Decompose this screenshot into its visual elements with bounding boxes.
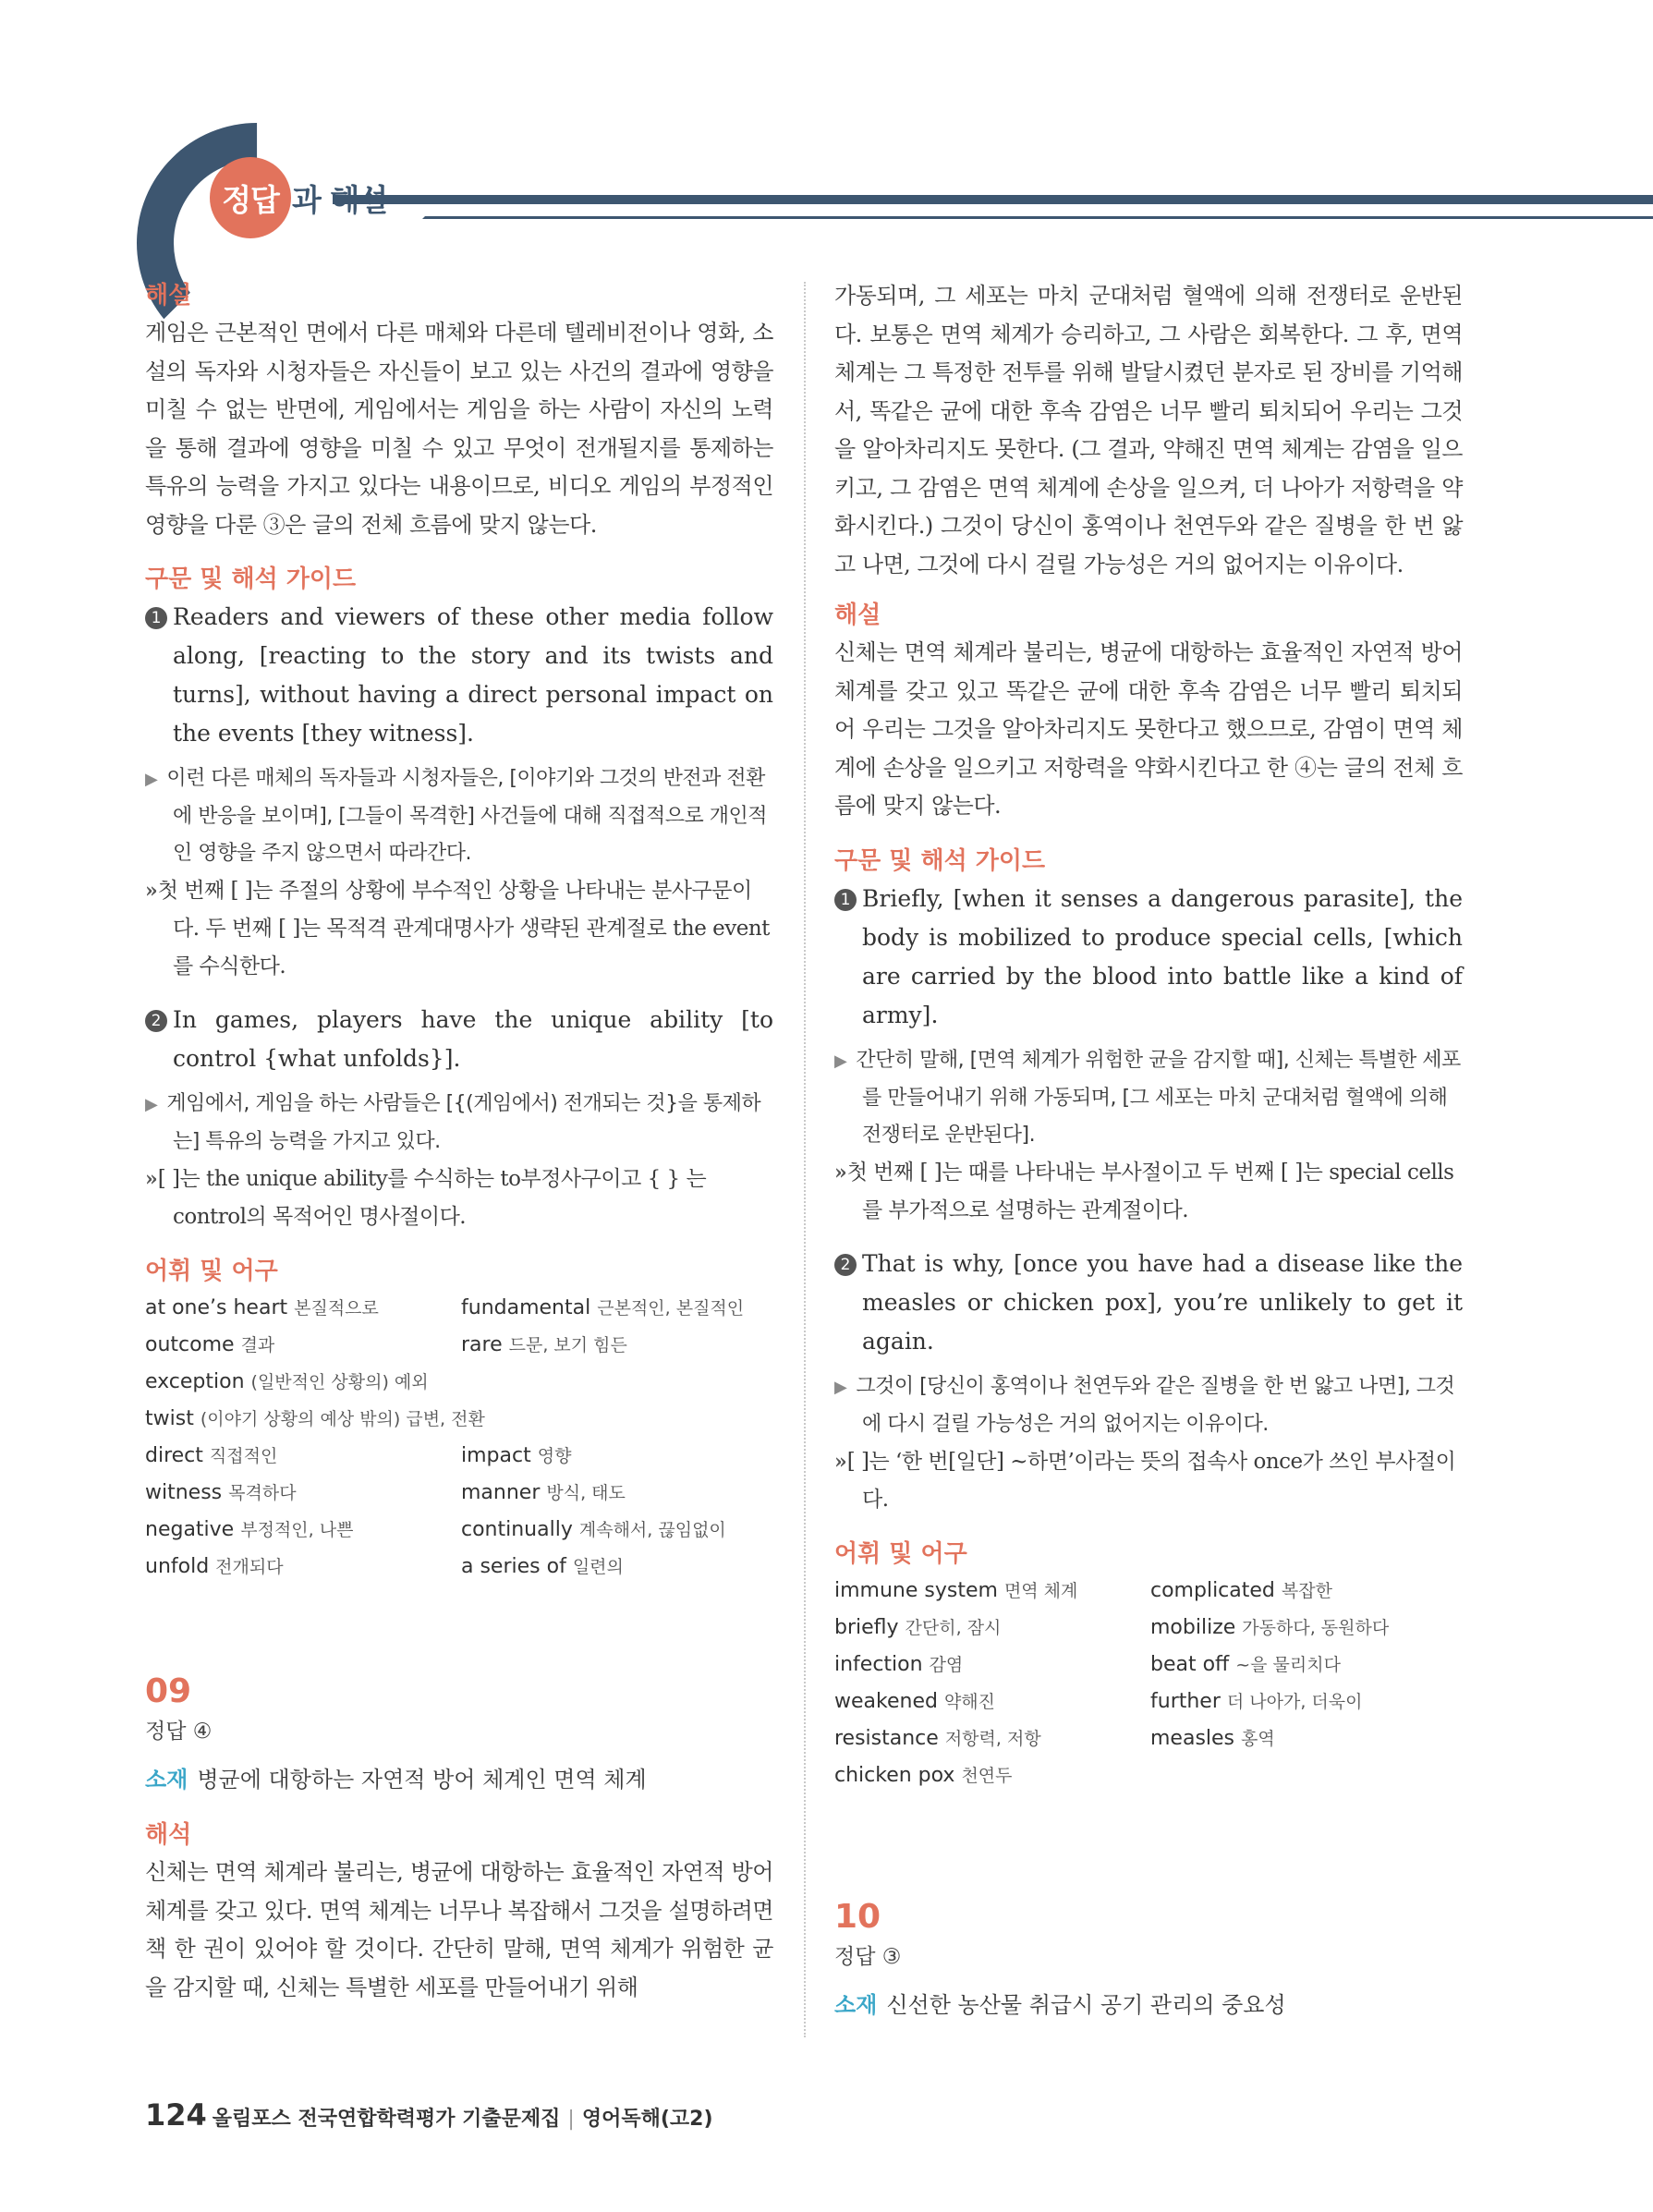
answer-10: 정답 ③ [834, 1944, 902, 1969]
page-number: 124 [145, 2097, 207, 2133]
question-number-10: 10 [834, 1897, 881, 1936]
vocab-grid [834, 1573, 1463, 1794]
translation-1-text: 이런 다른 매체의 독자들과 시청자들은, [이야기와 그것의 반전과 전환에 반응을 보이며], [그들이 목격한] 사건들에 대해 직접적으로 개인적인 영향을 주지 않으면서 따라간다. [166, 767, 767, 865]
topic-text: 신선한 농산물 취급시 공기 관리의 중요성 [886, 1991, 1286, 2018]
number-badge-2: 2 [145, 1010, 167, 1032]
vocab-item: measles 홍역 [1150, 1726, 1275, 1750]
vocab-item: direct 직접적인 [145, 1444, 278, 1467]
number-badge-2: 2 [834, 1254, 857, 1276]
double-chevron-icon: » [834, 1449, 844, 1474]
section-heading-vocab: 어휘 및 어구 [834, 1539, 967, 1568]
translation-1 [834, 1042, 1463, 1154]
translation-2 [145, 1086, 773, 1161]
answer-09: 정답 ④ [145, 1720, 213, 1744]
subject-title: 영어독해(고2) [581, 2108, 713, 2131]
translation-2-text: 그것이 [당신이 홍역이나 천연두와 같은 질병을 한 번 앓고 나면], 그것에 다시 걸릴 가능성은 거의 없어지는 이유이다. [856, 1374, 1455, 1436]
triangle-icon: ▶ [145, 1095, 158, 1114]
section-heading-haeseol: 해설 [834, 602, 881, 629]
grammar-note-1 [834, 1154, 1463, 1230]
sentence-1-text: Briefly, [when it senses a dangerous parasite], the body is mobilized to produce special cells, [which are carried by the blood into battle like a kind of army]. [862, 884, 1463, 1028]
triangle-icon: ▶ [834, 1051, 847, 1071]
vocab-item: weakened 약해진 [834, 1689, 996, 1713]
header-badge: 정답 [210, 157, 291, 238]
vocab-item: briefly 간단히, 잠시 [834, 1615, 1002, 1639]
topic-09 [145, 1759, 773, 1800]
vocab-item: resistance 저항력, 저항 [834, 1726, 1041, 1750]
vocab-item: outcome 결과 [145, 1333, 275, 1356]
vocab-item: twist (이야기 상황의 예상 밖의) 급변, 전환 [145, 1407, 485, 1430]
section-heading-vocab: 어휘 및 어구 [145, 1258, 278, 1285]
topic-label: 소재 [145, 1767, 188, 1793]
grammar-note-2 [145, 1161, 773, 1236]
section-heading-guide: 구문 및 해석 가이드 [834, 846, 1046, 875]
explanation-paragraph: 신체는 면역 체계라 불리는, 병균에 대항하는 효율적인 자연적 방어 체계를 갖고 있고 똑같은 균에 대한 후속 감염은 너무 빨리 퇴치되어 우리는 그것을 알아차리지도 못한다고 했으므로, 감염이 면역 체계에 손상을 일으키고 저항력을 약화시킨다고 한 ④는 글의 전체 흐름에 맞지 않는다. [834, 639, 1463, 819]
sentence-2 [834, 1245, 1463, 1361]
triangle-icon: ▶ [145, 770, 158, 789]
vocab-item: exception (일반적인 상황의) 예외 [145, 1370, 429, 1393]
topic-10 [834, 1985, 1463, 2025]
double-chevron-icon: » [145, 1167, 154, 1191]
sentence-1-text: Readers and viewers of these other media follow along, [reacting to the story and its twists and turns], without having a direct personal impact on the events [they witness]. [173, 603, 773, 747]
vocab-item: a series of 일련의 [461, 1555, 624, 1578]
header-title: 과 해설 [292, 182, 388, 218]
section-heading-haeseol: 해설 [145, 282, 192, 310]
vocab-item: immune system 면역 체계 [834, 1578, 1078, 1602]
vocab-item: fundamental 근본적인, 본질적인 [461, 1296, 745, 1319]
vocab-item: further 더 나아가, 더욱이 [1150, 1689, 1363, 1713]
double-chevron-icon: » [834, 1160, 844, 1185]
grammar-note-2-text: [ ]는 the unique ability를 수식하는 to부정사구이고 { } 는 control의 목적어인 명사절이다. [157, 1167, 707, 1229]
vocab-item: complicated 복잡한 [1150, 1578, 1332, 1602]
double-chevron-icon: » [145, 879, 154, 903]
number-badge-1: 1 [145, 607, 167, 629]
translation-paragraph-cont: 가동되며, 그 세포는 마치 군대처럼 혈액에 의해 전쟁터로 운반된다. 보통은 면역 체계가 승리하고, 그 사람은 회복한다. 그 후, 면역 체계는 그 특정한 전투를 위해 발달시켰던 분자로 된 장비를 기억해서, 똑같은 균에 대한 후속 감염은 너무 빨리 퇴치되어 우리는 그것을 알아차리지도 못한다. (그 결과, 약해진 면역 체계는 감염을 일으키고, 그 감염은 면역 체계에 손상을 일으켜, 더 나아가 저항력을 약화시킨다.) 그것이 당신이 홍역이나 천연두와 같은 질병을 한 번 앓고 나면, 그것에 다시 걸릴 가능성은 거의 없어지는 이유이다. [834, 283, 1463, 577]
vocab-item: beat off ~을 물리치다 [1150, 1652, 1341, 1676]
section-heading-guide: 구문 및 해석 가이드 [145, 565, 357, 593]
right-column [834, 277, 1463, 2025]
vocab-item: witness 목격하다 [145, 1481, 297, 1504]
vocab-item: chicken pox 천연두 [834, 1763, 1013, 1787]
vocab-item: impact 영향 [461, 1444, 572, 1467]
grammar-note-2-text: [ ]는 ‘한 번[일단] ~하면’이라는 뜻의 접속사 once가 쓰인 부사절이다. [846, 1449, 1456, 1512]
grammar-note-1-text: 첫 번째 [ ]는 주절의 상황에 부수적인 상황을 나타내는 분사구문이다. 두 번째 [ ]는 목적격 관계대명사가 생략된 관계절로 the event를 수식한다. [157, 879, 770, 978]
translation-2-text: 게임에서, 게임을 하는 사람들은 [{(게임에서) 전개되는 것}을 통제하는] 특유의 능력을 가지고 있다. [166, 1092, 761, 1153]
translation-2 [834, 1368, 1463, 1443]
vocab-item: mobilize 가동하다, 동원하다 [1150, 1615, 1390, 1639]
column-divider [804, 282, 806, 2037]
number-badge-1: 1 [834, 889, 857, 911]
grammar-note-1-text: 첫 번째 [ ]는 때를 나타내는 부사절이고 두 번째 [ ]는 special cells를 부가적으로 설명하는 관계절이다. [846, 1160, 1454, 1222]
vocab-item: continually 계속해서, 끊임없이 [461, 1518, 726, 1541]
footer-separator: | [567, 2108, 575, 2131]
translation-1-text: 간단히 말해, [면역 체계가 위험한 균을 감지할 때], 신체는 특별한 세포를 만들어내기 위해 가동되며, [그 세포는 마치 군대처럼 혈액에 의해 전쟁터로 운반된다]. [856, 1048, 1461, 1147]
explanation-paragraph: 게임은 근본적인 면에서 다른 매체와 다른데 텔레비전이나 영화, 소설의 독자와 시청자들은 자신들이 보고 있는 사건의 결과에 영향을 미칠 수 없는 반면에, 게임에서는 게임을 하는 사람이 자신의 노력을 통해 결과에 영향을 미칠 수 있고 무엇이 전개될지를 통제하는 특유의 능력을 가지고 있다는 내용이므로, 비디오 게임의 부정적인 영향을 다룬 ③은 글의 전체 흐름에 맞지 않는다. [145, 320, 773, 538]
sentence-2 [145, 1001, 773, 1078]
sentence-1 [145, 598, 773, 753]
translation-1 [145, 760, 773, 872]
vocab-item: at one’s heart 본질적으로 [145, 1296, 379, 1319]
vocab-grid [145, 1290, 773, 1586]
question-number-09: 09 [145, 1672, 192, 1710]
left-column [145, 277, 773, 2007]
section-heading-translation: 해석 [145, 1821, 192, 1849]
grammar-note-2 [834, 1443, 1463, 1519]
vocab-item: negative 부정적인, 나쁜 [145, 1518, 354, 1541]
vocab-item: rare 드문, 보기 힘든 [461, 1333, 627, 1356]
header-rule-thin [420, 216, 1653, 219]
vocab-item: manner 방식, 태도 [461, 1481, 626, 1504]
topic-text: 병균에 대항하는 자연적 방어 체계인 면역 체계 [197, 1767, 647, 1793]
sentence-2-text: That is why, [once you have had a disease like the measles or chicken pox], you’re unlikely to get it again. [862, 1249, 1463, 1355]
header-rule [333, 195, 1653, 204]
triangle-icon: ▶ [834, 1377, 847, 1397]
sentence-2-text: In games, players have the unique ability [to control {what unfolds}]. [173, 1006, 773, 1072]
book-title: 올림포스 전국연합학력평가 기출문제집 [212, 2108, 561, 2131]
vocab-item: infection 감염 [834, 1652, 964, 1676]
translation-paragraph: 신체는 면역 체계라 불리는, 병균에 대항하는 효율적인 자연적 방어 체계를 갖고 있다. 면역 체계는 너무나 복잡해서 그것을 설명하려면 책 한 권이 있어야 할 것이다. 간단히 말해, 면역 체계가 위험한 균을 감지할 때, 신체는 특별한 세포를 만들어내기 위해 [145, 1859, 773, 2000]
sentence-1 [834, 880, 1463, 1035]
grammar-note-1 [145, 872, 773, 986]
page-footer [145, 2097, 713, 2133]
topic-label: 소재 [834, 1991, 878, 2018]
vocab-item: unfold 전개되다 [145, 1555, 284, 1578]
